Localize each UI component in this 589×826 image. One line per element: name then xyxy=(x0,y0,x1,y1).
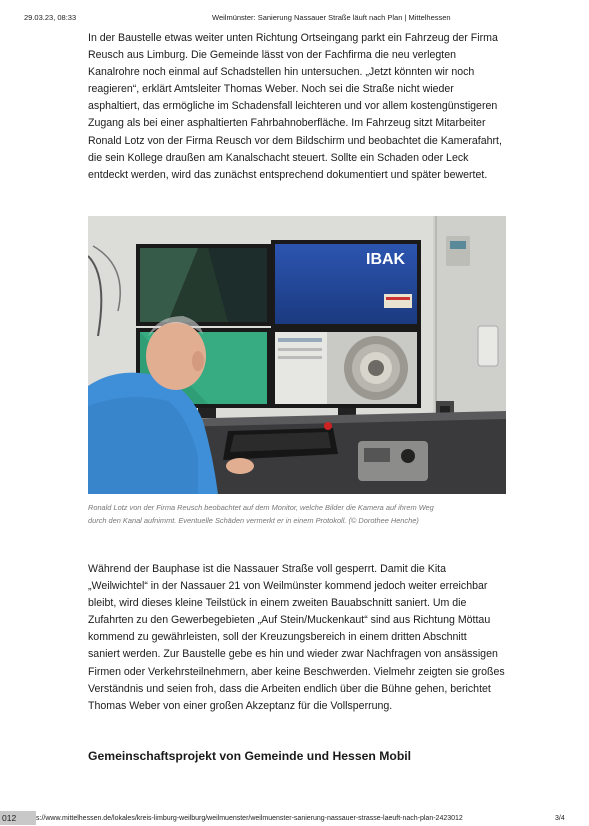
text-line: bleibt, wird dieses kleine Teilstück in einem zweiten Bauabschnitt saniert. Um die xyxy=(88,597,467,610)
print-date: 29.03.23, 08:33 xyxy=(24,13,77,22)
article-photo xyxy=(88,216,506,494)
text-line: asphaltiert, das ermögliche im Schadensfall leichteren und vor allem kostengünstigeren xyxy=(88,100,498,113)
text-line: entdeckt werden, wird das zunächst entsprechend dokumentiert und später bewertet. xyxy=(88,168,488,181)
text-line: die sein Kollege draußen am Kanalschacht steuert. Sollte ein Schaden oder Leck xyxy=(88,151,469,164)
text-line: Firmen oder Verkehrsteilnehmern, aber keine Beschwerden. Vielmehr zeigten sie großes xyxy=(88,665,505,678)
ibak-logo: IBAK xyxy=(366,251,406,268)
print-page-title: Weilmünster: Sanierung Nassauer Straße läuft nach Plan | Mittelhessen xyxy=(212,13,451,22)
text-line: Zufahrten zu den Gewerbegebieten „Auf Stein/Muckenkaut“ sind aus Richtung Möttau xyxy=(88,614,491,627)
caption-line: durch den Kanal aufnimmt. Eventuelle Schäden vermerkt er in einem Protokoll. (© Dorothee Henche) xyxy=(88,515,419,525)
text-line: Verständnis und seien froh, dass die Arbeiten endlich über die Bühne gehen, berichtet xyxy=(88,682,491,695)
article-paragraph-1 xyxy=(88,30,508,184)
caption-line: Ronald Lotz von der Firma Reusch beobachtet auf dem Monitor, welche Bilder die Kamera auf ihrem Weg xyxy=(88,503,434,512)
print-url[interactable]: s://www.mittelhessen.de/lokales/kreis-limburg-weilburg/weilmuenster/weilmuenster-sanierung-nassauer-strasse-laeuft-nach-plan-2423012 xyxy=(36,815,463,822)
page-number: 3/4 xyxy=(555,815,565,822)
text-line: Kanalrohre noch einmal auf Schadstellen hin untersuchen. „Jetzt könnten wir noch xyxy=(88,66,475,79)
text-line: In der Baustelle etwas weiter unten Richtung Ortseingang parkt ein Fahrzeug der Firma xyxy=(88,32,498,44)
text-line: Reusch aus Limburg. Die Gemeinde lässt von der Fachfirma die neu verlegten xyxy=(88,49,457,62)
print-footer xyxy=(0,815,589,826)
text-line: saniert werden. Zur Baustelle gebe es hin und wieder zwar Nachfragen von ansässigen xyxy=(88,648,498,661)
photo-illustration xyxy=(88,216,506,494)
text-line: reagieren“, erklärt Amtsleiter Thomas Weber. Noch sei die Straße nicht wieder xyxy=(88,83,454,96)
print-header xyxy=(0,13,589,25)
text-line: kommend zu gewährleisten, soll der Kreuzungsbereich in einem dritten Abschnitt xyxy=(88,631,467,644)
page-id-tab: 012 xyxy=(0,811,36,825)
photo-caption xyxy=(88,502,508,527)
article-paragraph-2 xyxy=(88,561,508,715)
text-line: Während der Bauphase ist die Nassauer Straße voll gesperrt. Damit die Kita xyxy=(88,563,447,575)
text-line: Ronald Lotz von der Firma Reusch vor dem Bildschirm und beobachtet die Kamerafahrt, xyxy=(88,134,502,147)
text-line: Thomas Weber von einer großen Akzeptanz für die Vollsperrung. xyxy=(88,699,393,712)
section-subheading: Gemeinschaftsprojekt von Gemeinde und Hessen Mobil xyxy=(88,749,412,763)
text-line: Zugang als bei einer asphaltierten Fahrbahnoberfläche. Im Fahrzeug sitzt Mitarbeiter xyxy=(88,117,486,130)
text-line: „Weilwichtel“ in der Nassauer 21 von Weilmünster kommend jedoch weiter erreichbar xyxy=(88,580,488,593)
